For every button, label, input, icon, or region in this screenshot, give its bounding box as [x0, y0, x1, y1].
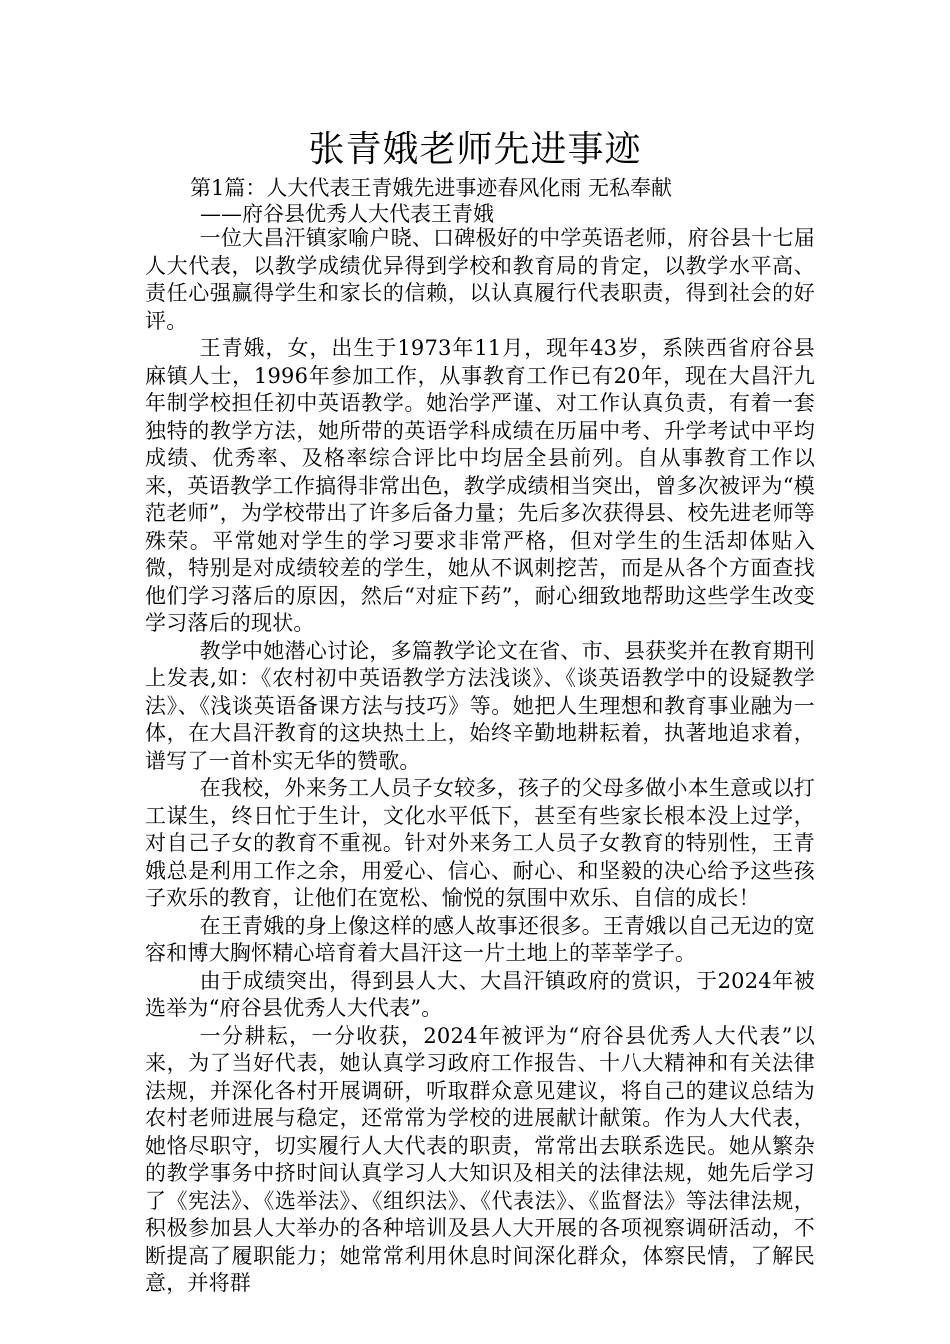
paragraph: 在王青娥的身上像这样的感人故事还很多。王青娥以自己无边的宽容和博大胸怀精心培育着大昌汗这一片土地上的莘莘学子。 [145, 913, 815, 965]
paragraph: 教学中她潜心讨论，多篇教学论文在省、市、县获奖并在教育期刊上发表,如：《农村初中英语教学方法浅谈》、《谈英语教学中的设疑教学法》、《浅谈英语备课方法与技巧》等。她把人生理想和教育事业融为一体，在大昌汗教育的这块热土上，始终辛勤地耕耘着，执著地追求着，谱写了一首朴实无华的赞歌。 [145, 638, 815, 773]
paragraph: 一分耕耘，一分收获，2024年被评为“府谷县优秀人大代表”以来，为了当好代表，她认真学习政府工作报告、十八大精神和有关法律法规，并深化各村开展调研，听取群众意见建议，将自己的建议总结为农村老师进展与稳定，还常常为学校的进展献计献策。作为人大代表，她恪尽职守，切实履行人大代表的职责，常常出去联系选民。她从繁杂的教学事务中挤时间认真学习人大知识及相关的法律法规，她先后学习了《宪法》、《选举法》、《组织法》、《代表法》、《监督法》等法律法规，积极参加县人大举办的各种培训及县人大开展的各项视察调研活动，不断提高了履职能力；她常常利用休息时间深化群众，体察民情，了解民意，并将群 [145, 1023, 815, 1295]
paragraph: 一位大昌汗镇家喻户晓、口碑极好的中学英语老师，府谷县十七届人大代表，以教学成绩优异得到学校和教育局的肯定，以教学水平高、责任心强赢得学生和家长的信赖，以认真履行代表职责，得到社会的好评。 [145, 226, 815, 333]
document-byline: ——府谷县优秀人大代表王青娥 [200, 202, 494, 226]
paragraph: 由于成绩突出，得到县人大、大昌汗镇政府的赏识，于2024年被选举为“府谷县优秀人大代表”。 [145, 968, 815, 1020]
document-subtitle: 第1篇：人大代表王青娥先进事迹春风化雨 无私奉献 [190, 176, 673, 200]
paragraph: 王青娥，女，出生于1973年11月，现年43岁，系陕西省府谷县麻镇人士，1996年参加工作，从事教育工作已有20年，现在大昌汗九年制学校担任初中英语教学。她治学严谨、对工作认真负责，有着一套独特的教学方法，她所带的英语学科成绩在历届中考、升学考试中平均成绩、优秀率、及格率综合评比中均居全县前列。自从事教育工作以来，英语教学工作搞得非常出色，教学成绩相当突出，曾多次被评为“模范老师”，为学校带出了许多后备力量；先后多次获得县、校先进老师等殊荣。平常她对学生的学习要求非常严格，但对学生的生活却体贴入微，特别是对成绩较差的学生，她从不讽刺挖苦，而是从各个方面查找他们学习落后的原因，然后“对症下药”，耐心细致地帮助这些学生改变学习落后的现状。 [145, 336, 815, 635]
document-body [145, 225, 815, 1298]
document-title: 张青娥老师先进事迹 [308, 129, 642, 170]
paragraph: 在我校，外来务工人员子女较多，孩子的父母多做小本生意或以打工谋生，终日忙于生计，文化水平低下，甚至有些家长根本没上过学，对自己子女的教育不重视。针对外来务工人员子女教育的特别性，王青娥总是利用工作之余，用爱心、信心、耐心、和坚毅的决心给予这些孩子欢乐的教育，让他们在宽松、愉悦的氛围中欢乐、自信的成长！ [145, 776, 815, 910]
